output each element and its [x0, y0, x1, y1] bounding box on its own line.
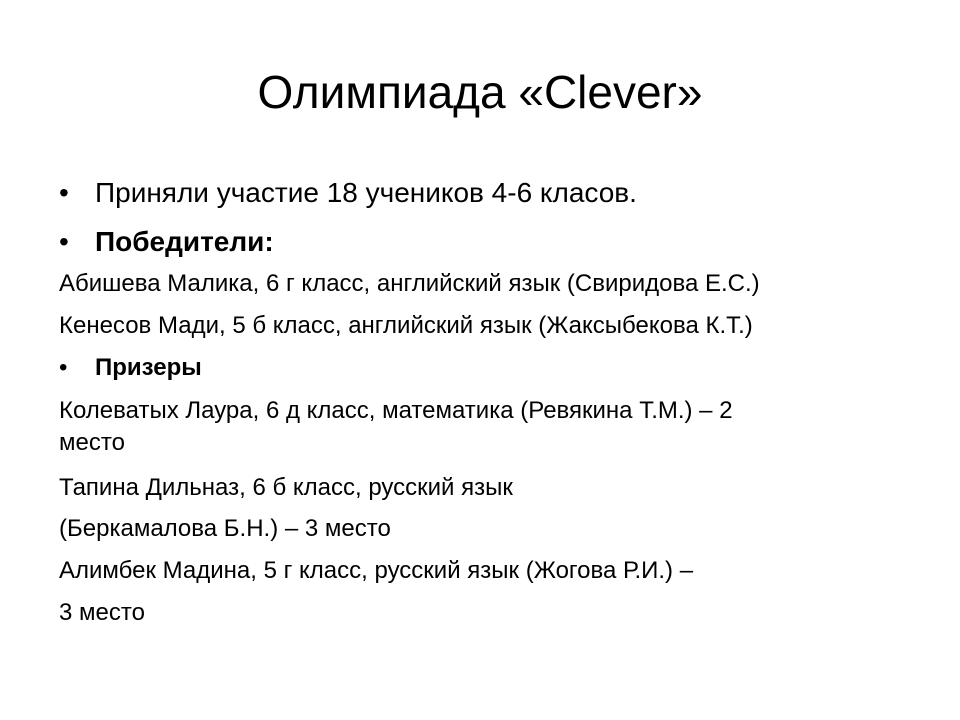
- bullet-dot-icon: •: [59, 354, 68, 381]
- prizewinner-line-2b: (Беркамалова Б.Н.) – 3 место: [59, 515, 391, 542]
- prizewinner-line-2a: Тапина Дильназ, 6 б класс, русский язык: [59, 474, 513, 501]
- winner-line-1: Абишева Малика, 6 г класс, английский язык (Свиридова Е.С.): [59, 270, 760, 297]
- winner-line-2: Кенесов Мади, 5 б класс, английский язык (Жаксыбекова К.Т.): [59, 312, 753, 339]
- prizewinner-line-3a: Алимбек Мадина, 5 г класс, русский язык (Жогова Р.И.) –: [59, 557, 694, 584]
- prizewinner-line-1b: место: [59, 429, 125, 456]
- bullet-winners: [59, 225, 919, 259]
- slide-title: Олимпиада «Clever»: [257, 66, 703, 118]
- prizewinner-line-1a: Колеватых Лаура, 6 д класс, математика (Ревякина Т.М.) – 2: [59, 397, 733, 424]
- winners-heading: Победители:: [95, 226, 274, 257]
- bullet-participants: [59, 176, 919, 210]
- bullet-dot-icon: •: [59, 226, 69, 257]
- bullet-dot-icon: •: [59, 177, 69, 208]
- prizewinners-heading: Призеры: [95, 354, 202, 381]
- prizewinner-line-3b: 3 место: [59, 599, 145, 626]
- participants-text: Приняли участие 18 учеников 4-6 класов.: [95, 177, 637, 208]
- bullet-prizewinners: [59, 353, 919, 383]
